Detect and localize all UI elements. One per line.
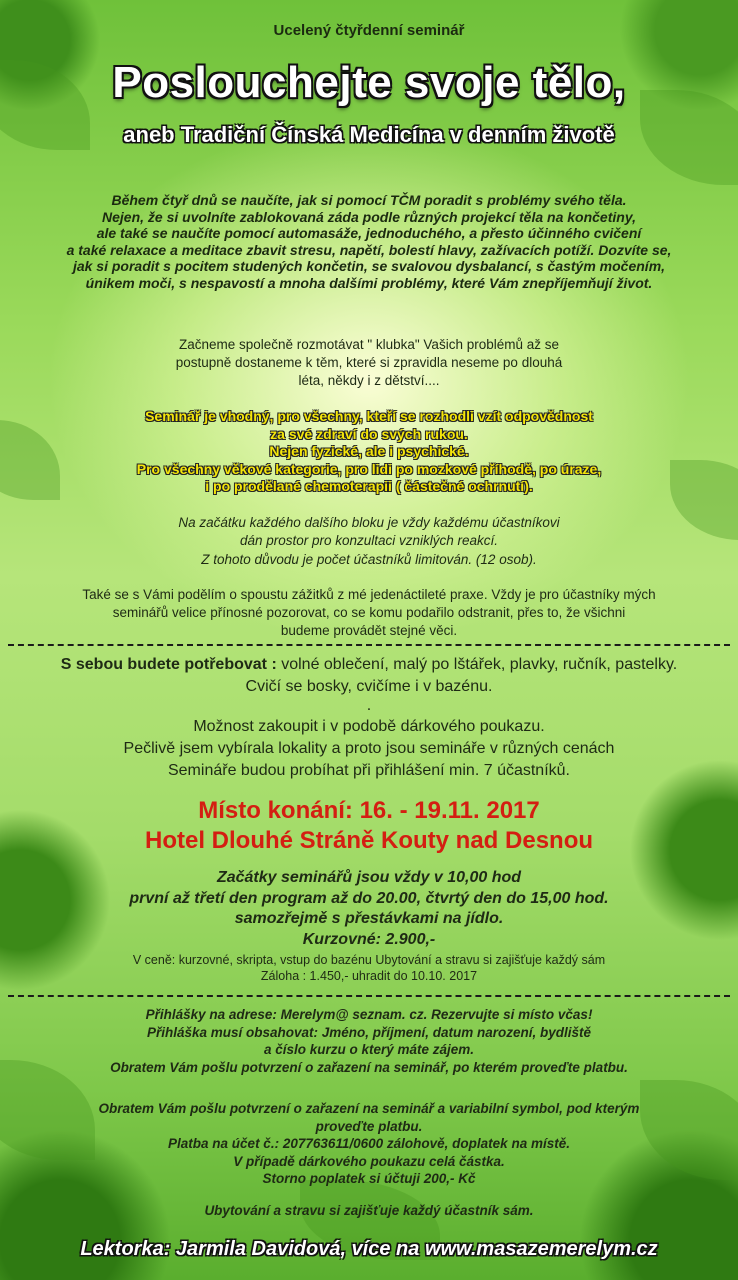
suitable-line: i po prodělané chemoterapii ( částečné ochrnutí).: [205, 478, 533, 495]
intro-paragraph: [0, 192, 738, 292]
voucher-paragraph: [0, 716, 738, 782]
experience-line: budeme provádět stejné věci.: [280, 623, 458, 638]
dashed-divider: [8, 995, 730, 997]
venue-dates: Místo konání: 16. - 19.11. 2017: [198, 797, 540, 824]
price-line: Kurzovné: 2.900,-: [302, 930, 436, 948]
suitable-line: Nejen fyzické, ale i psychické.: [269, 443, 469, 460]
lecturer-footer: Lektorka: Jarmila Davidová, více na www.masazemerelym.cz: [80, 1238, 658, 1260]
klubko-line: léta, někdy i z dětství....: [298, 373, 440, 388]
experience-line: Také se s Vámi podělím o spoustu zážitků z mé jedenáctileté praxe. Vždy je pro účastníky mých: [82, 587, 656, 602]
registration-line: Přihlášky na adrese: Merelym@ seznam. cz. Rezervujte si místo včas!: [145, 1007, 593, 1022]
suitable-line: za své zdraví do svých rukou.: [270, 425, 468, 442]
voucher-line: Možnost zakoupit i v podobě dárkového poukazu.: [193, 718, 545, 735]
voucher-line: Pečlivě jsem vybírala lokality a proto jsou semináře v různých cenách: [123, 740, 615, 757]
registration-line: Přihláška musí obsahovat: Jméno, příjmení, datum narození, bydliště: [146, 1024, 592, 1040]
payment-info: [0, 1100, 738, 1188]
klubko-line: Začneme společně rozmotávat " klubka" Vašich problémů až se: [178, 337, 560, 352]
price-detail-line: V ceně: kurzovné, skripta, vstup do bazénu Ubytování a stravu si zajišťuje každý sám: [132, 953, 606, 967]
venue-hotel: Hotel Dlouhé Stráně Kouty nad Desnou: [144, 827, 594, 854]
suitable-line: Seminář je vhodný, pro všechny, kteří se rozhodli vzít odpovědnost: [145, 408, 593, 424]
schedule-line: první až třetí den program až do 20.00, čtvrtý den do 15,00 hod.: [129, 889, 609, 907]
payment-line: V případě dárkového poukazu celá částka.: [233, 1153, 505, 1169]
what-to-bring-items: volné oblečení, malý po lštářek, plavky, ručník, pastelky.: [276, 656, 678, 673]
intro-line: únikem moči, s nespavostí a mnoha dalšími problémy, které Vám znepříjemňují život.: [85, 274, 653, 291]
barefoot-note: Cvičí se bosky, cvičíme i v bazénu.: [245, 678, 493, 695]
dashed-divider: [8, 644, 730, 646]
klubko-paragraph: [0, 336, 738, 390]
what-to-bring-label: S sebou budete potřebovat :: [60, 656, 277, 673]
kicker: Ucelený čtyřdenní seminář: [273, 22, 465, 39]
deposit-line: Záloha : 1.450,- uhradit do 10.10. 2017: [260, 968, 478, 983]
page-title: Poslouchejte svoje tělo,: [112, 58, 626, 107]
schedule: [0, 868, 738, 950]
registration-line: a číslo kurzu o který máte zájem.: [263, 1042, 475, 1057]
schedule-line: samozřejmě s přestávkami na jídlo.: [234, 910, 504, 927]
suitable-line: Pro všechny věkové kategorie, pro lidi po mozkové příhodě, po úraze,: [136, 460, 602, 477]
venue: [0, 796, 738, 856]
schedule-line: Začátky seminářů jsou vždy v 10,00 hod: [216, 869, 522, 886]
intro-line: Během čtyř dnů se naučíte, jak si pomocí TČM poradit s problémy svého těla.: [111, 192, 627, 208]
experience-line: seminářů velice přínosné pozorovat, co se komu podařilo odstranit, přes to, že všichni: [112, 605, 626, 620]
suitable-for-paragraph: [0, 408, 738, 496]
klubko-line: postupně dostaneme k těm, které si zpravidla neseme po dlouhá: [175, 355, 563, 370]
payment-line: Obratem Vám pošlu potvrzení o zařazení na seminář a variabilní symbol, pod kterým: [98, 1101, 640, 1116]
intro-line: Nejen, že si uvolníte zablokovaná záda podle různých projekcí těla na končetiny,: [102, 208, 636, 225]
payment-line: Platba na účet č.: 207763611/0600 zálohově, doplatek na místě.: [168, 1136, 570, 1151]
intro-line: jak si poradit s pocitem studených končetin, se svalovou dysbalancí, s častým močením,: [72, 258, 666, 275]
consult-line: dán prostor pro konzultaci vzniklých reakcí.: [239, 533, 499, 549]
page-subtitle: aneb Tradiční Čínská Medicína v denním životě: [123, 122, 615, 147]
intro-line: a také relaxace a meditace zbavit stresu, napětí, bolestí hlavy, zažívacích potíží. Dozvíte se,: [66, 241, 672, 258]
what-to-bring: [0, 654, 738, 714]
voucher-line: Semináře budou probíhat při přihlášení min. 7 účastníků.: [167, 762, 570, 779]
accommodation-note: Ubytování a stravu si zajišťuje každý účastník sám.: [204, 1203, 534, 1218]
consult-line: Na začátku každého dalšího bloku je vždy každému účastníkovi: [178, 515, 560, 530]
consult-line: Z tohoto důvodu je počet účastníků limitován. (12 osob).: [201, 551, 537, 567]
separator-dot: .: [366, 697, 372, 714]
registration-line: Obratem Vám pošlu potvrzení o zařazení na seminář, po kterém proveďte platbu.: [110, 1059, 628, 1075]
registration-info: [0, 1006, 738, 1076]
consultation-paragraph: [0, 514, 738, 569]
price-details: [0, 953, 738, 984]
payment-line: Storno poplatek si účtuji 200,- Kč: [262, 1171, 476, 1186]
experience-paragraph: [0, 586, 738, 640]
what-to-bring-line: [0, 654, 738, 676]
payment-line: proveďte platbu.: [315, 1118, 423, 1134]
intro-line: ale také se naučíte pomocí automasáže, jednoduchého, a přesto účinného cvičení: [96, 225, 642, 242]
